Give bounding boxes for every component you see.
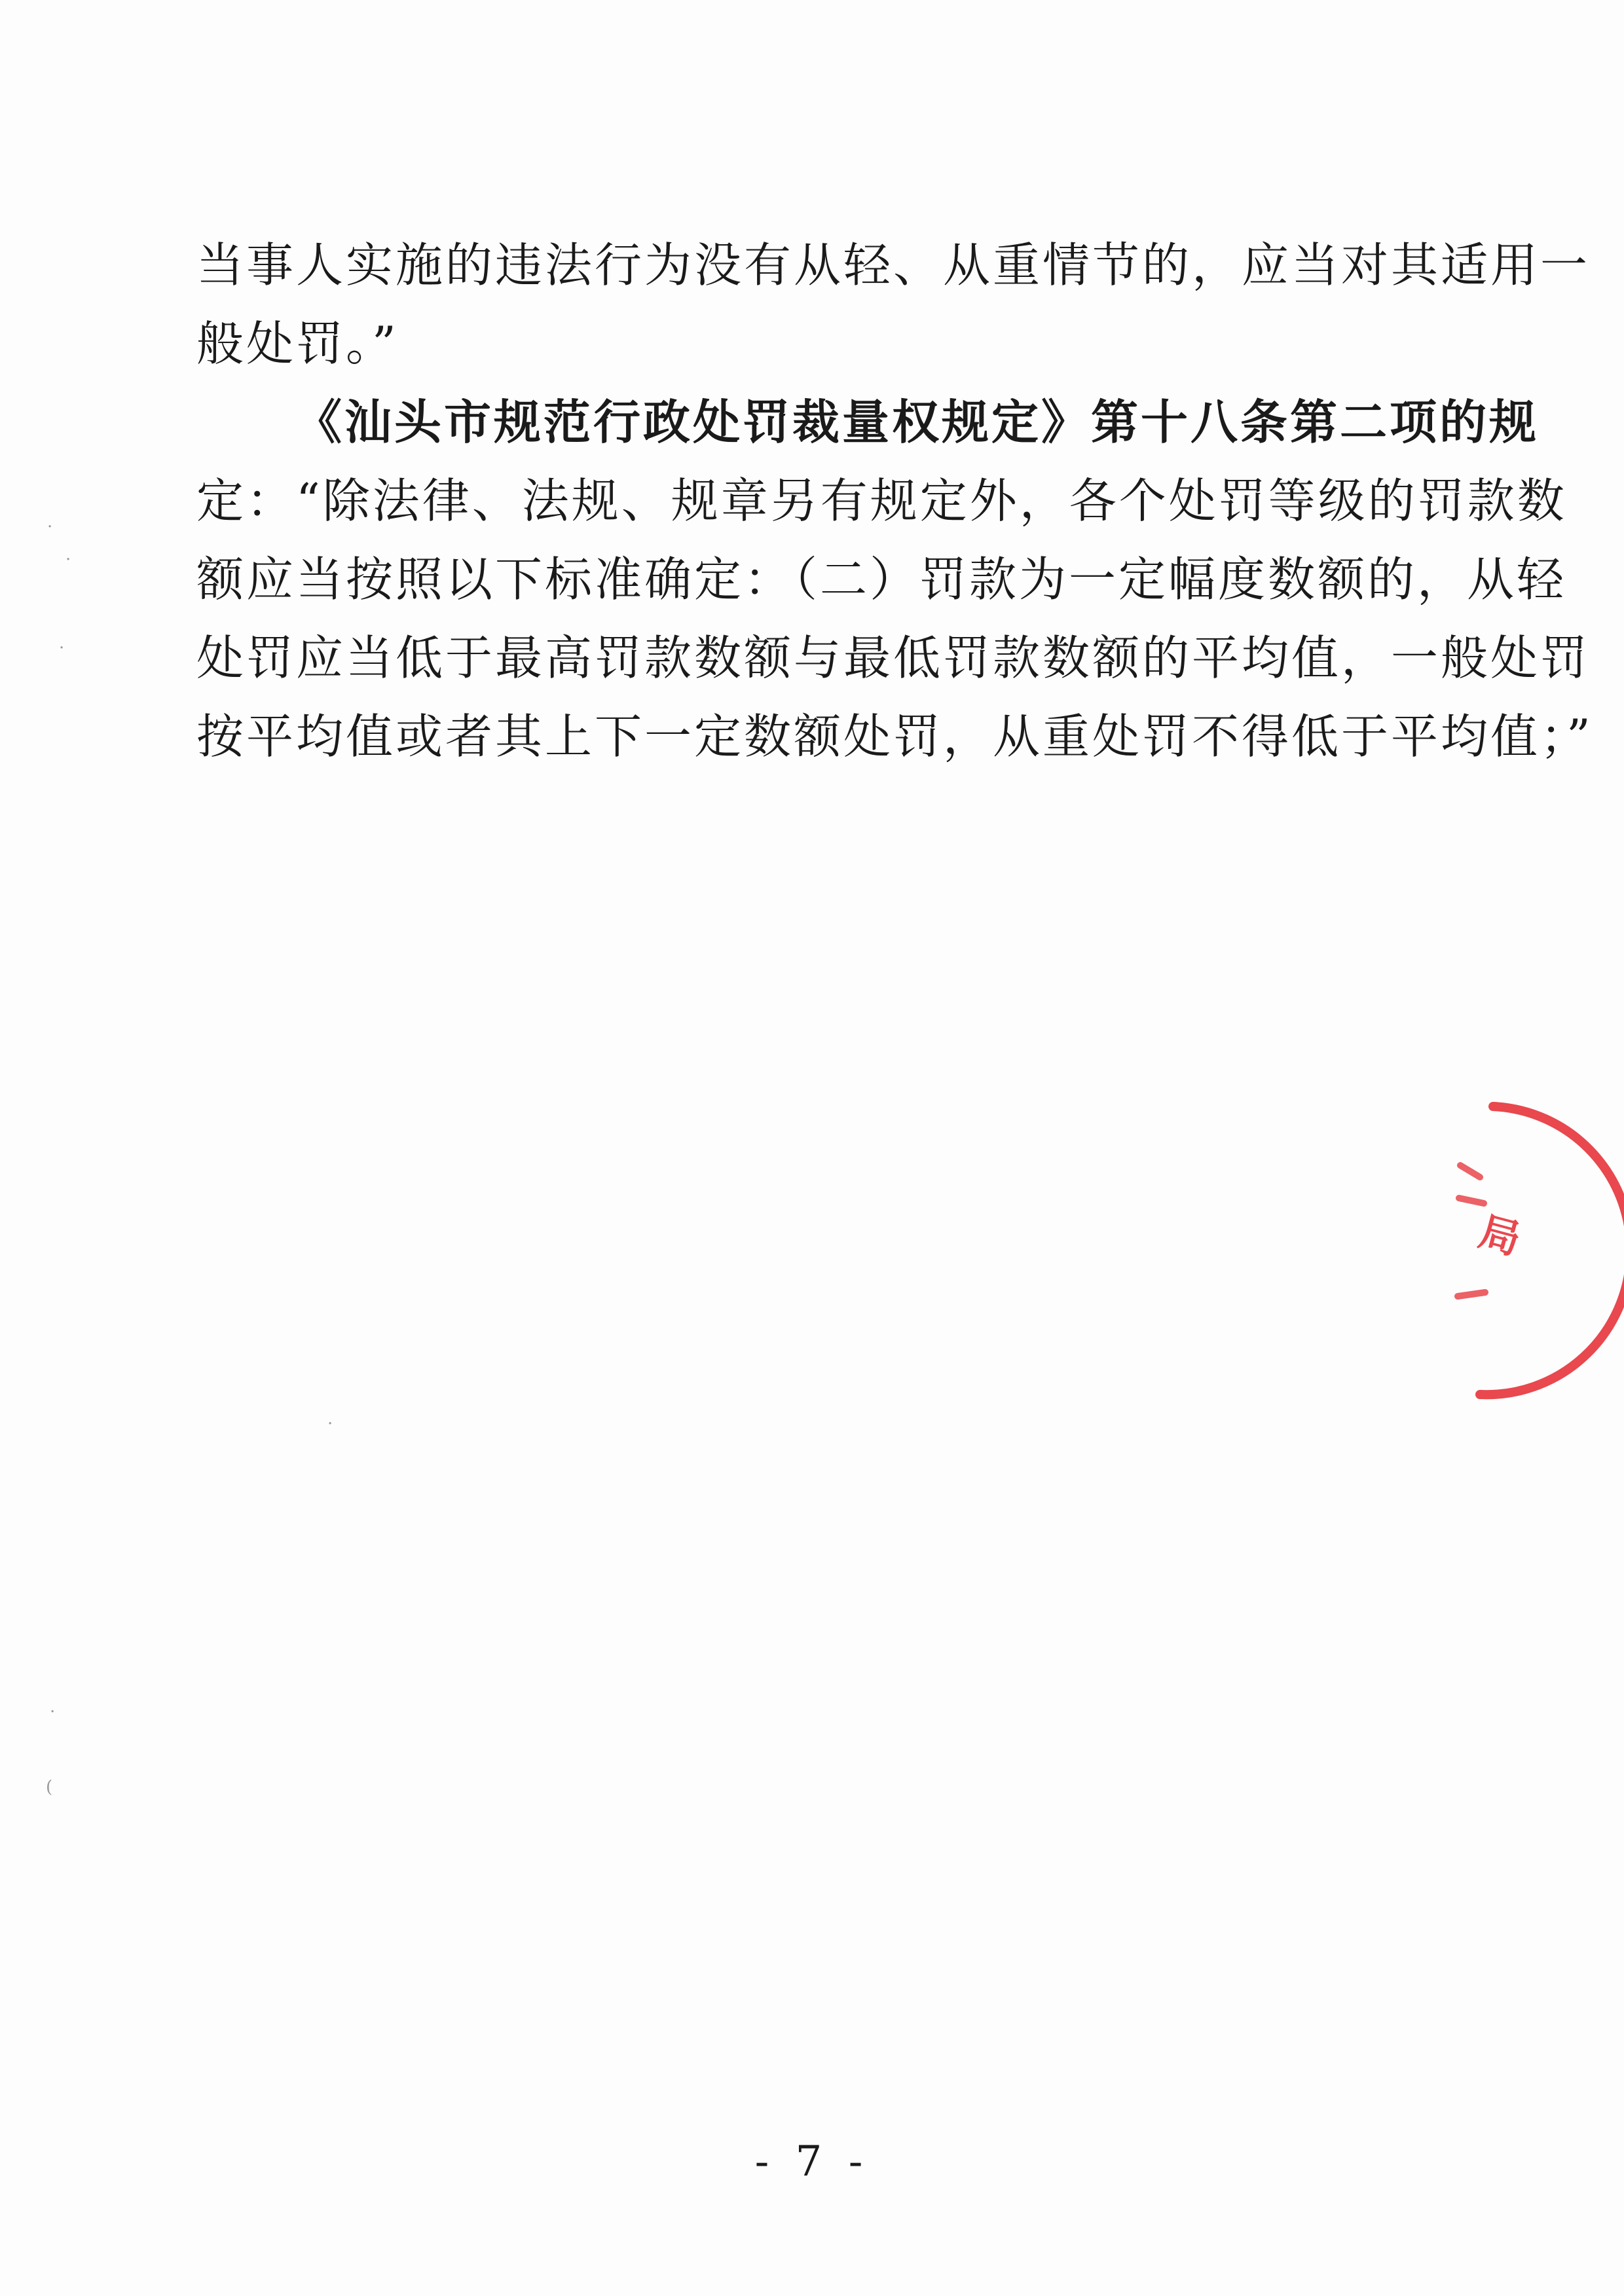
seal-text: 局 bbox=[1474, 1207, 1526, 1264]
scan-artifact: ( bbox=[46, 1777, 53, 1797]
paragraph-1-line-1: 当事人实施的违法行为没有从轻、从重情节的，应当对其适用一 bbox=[196, 238, 1591, 293]
paragraph-2-line-3: 处罚应当低于最高罚款数额与最低罚款数额的平均值，一般处罚 bbox=[196, 630, 1591, 685]
scan-artifact: · bbox=[50, 1702, 56, 1722]
paragraph-2-line-2: 额应当按照以下标准确定：（二）罚款为一定幅度数额的，从轻 bbox=[196, 552, 1567, 607]
scan-artifact: · bbox=[47, 517, 53, 537]
page-number: - 7 - bbox=[754, 2138, 870, 2186]
paragraph-2 bbox=[196, 383, 1593, 776]
paragraph-2-line-1: 定：“除法律、法规、规章另有规定外，各个处罚等级的罚款数 bbox=[196, 473, 1567, 528]
scan-artifact: · bbox=[327, 1414, 333, 1434]
paragraph-2-line-4: 按平均值或者其上下一定数额处罚，从重处罚不得低于平均值；” bbox=[196, 709, 1593, 764]
scan-artifact: · bbox=[65, 550, 71, 570]
paragraph-1-line-2: 般处罚。” bbox=[196, 316, 399, 371]
scan-artifact: · bbox=[59, 638, 65, 658]
paragraph-2-lead-line: 《汕头市规范行政处罚裁量权规定》第十八条第二项的规 bbox=[295, 394, 1540, 450]
paragraph-1 bbox=[196, 226, 1591, 383]
official-seal bbox=[1454, 1100, 1624, 1401]
